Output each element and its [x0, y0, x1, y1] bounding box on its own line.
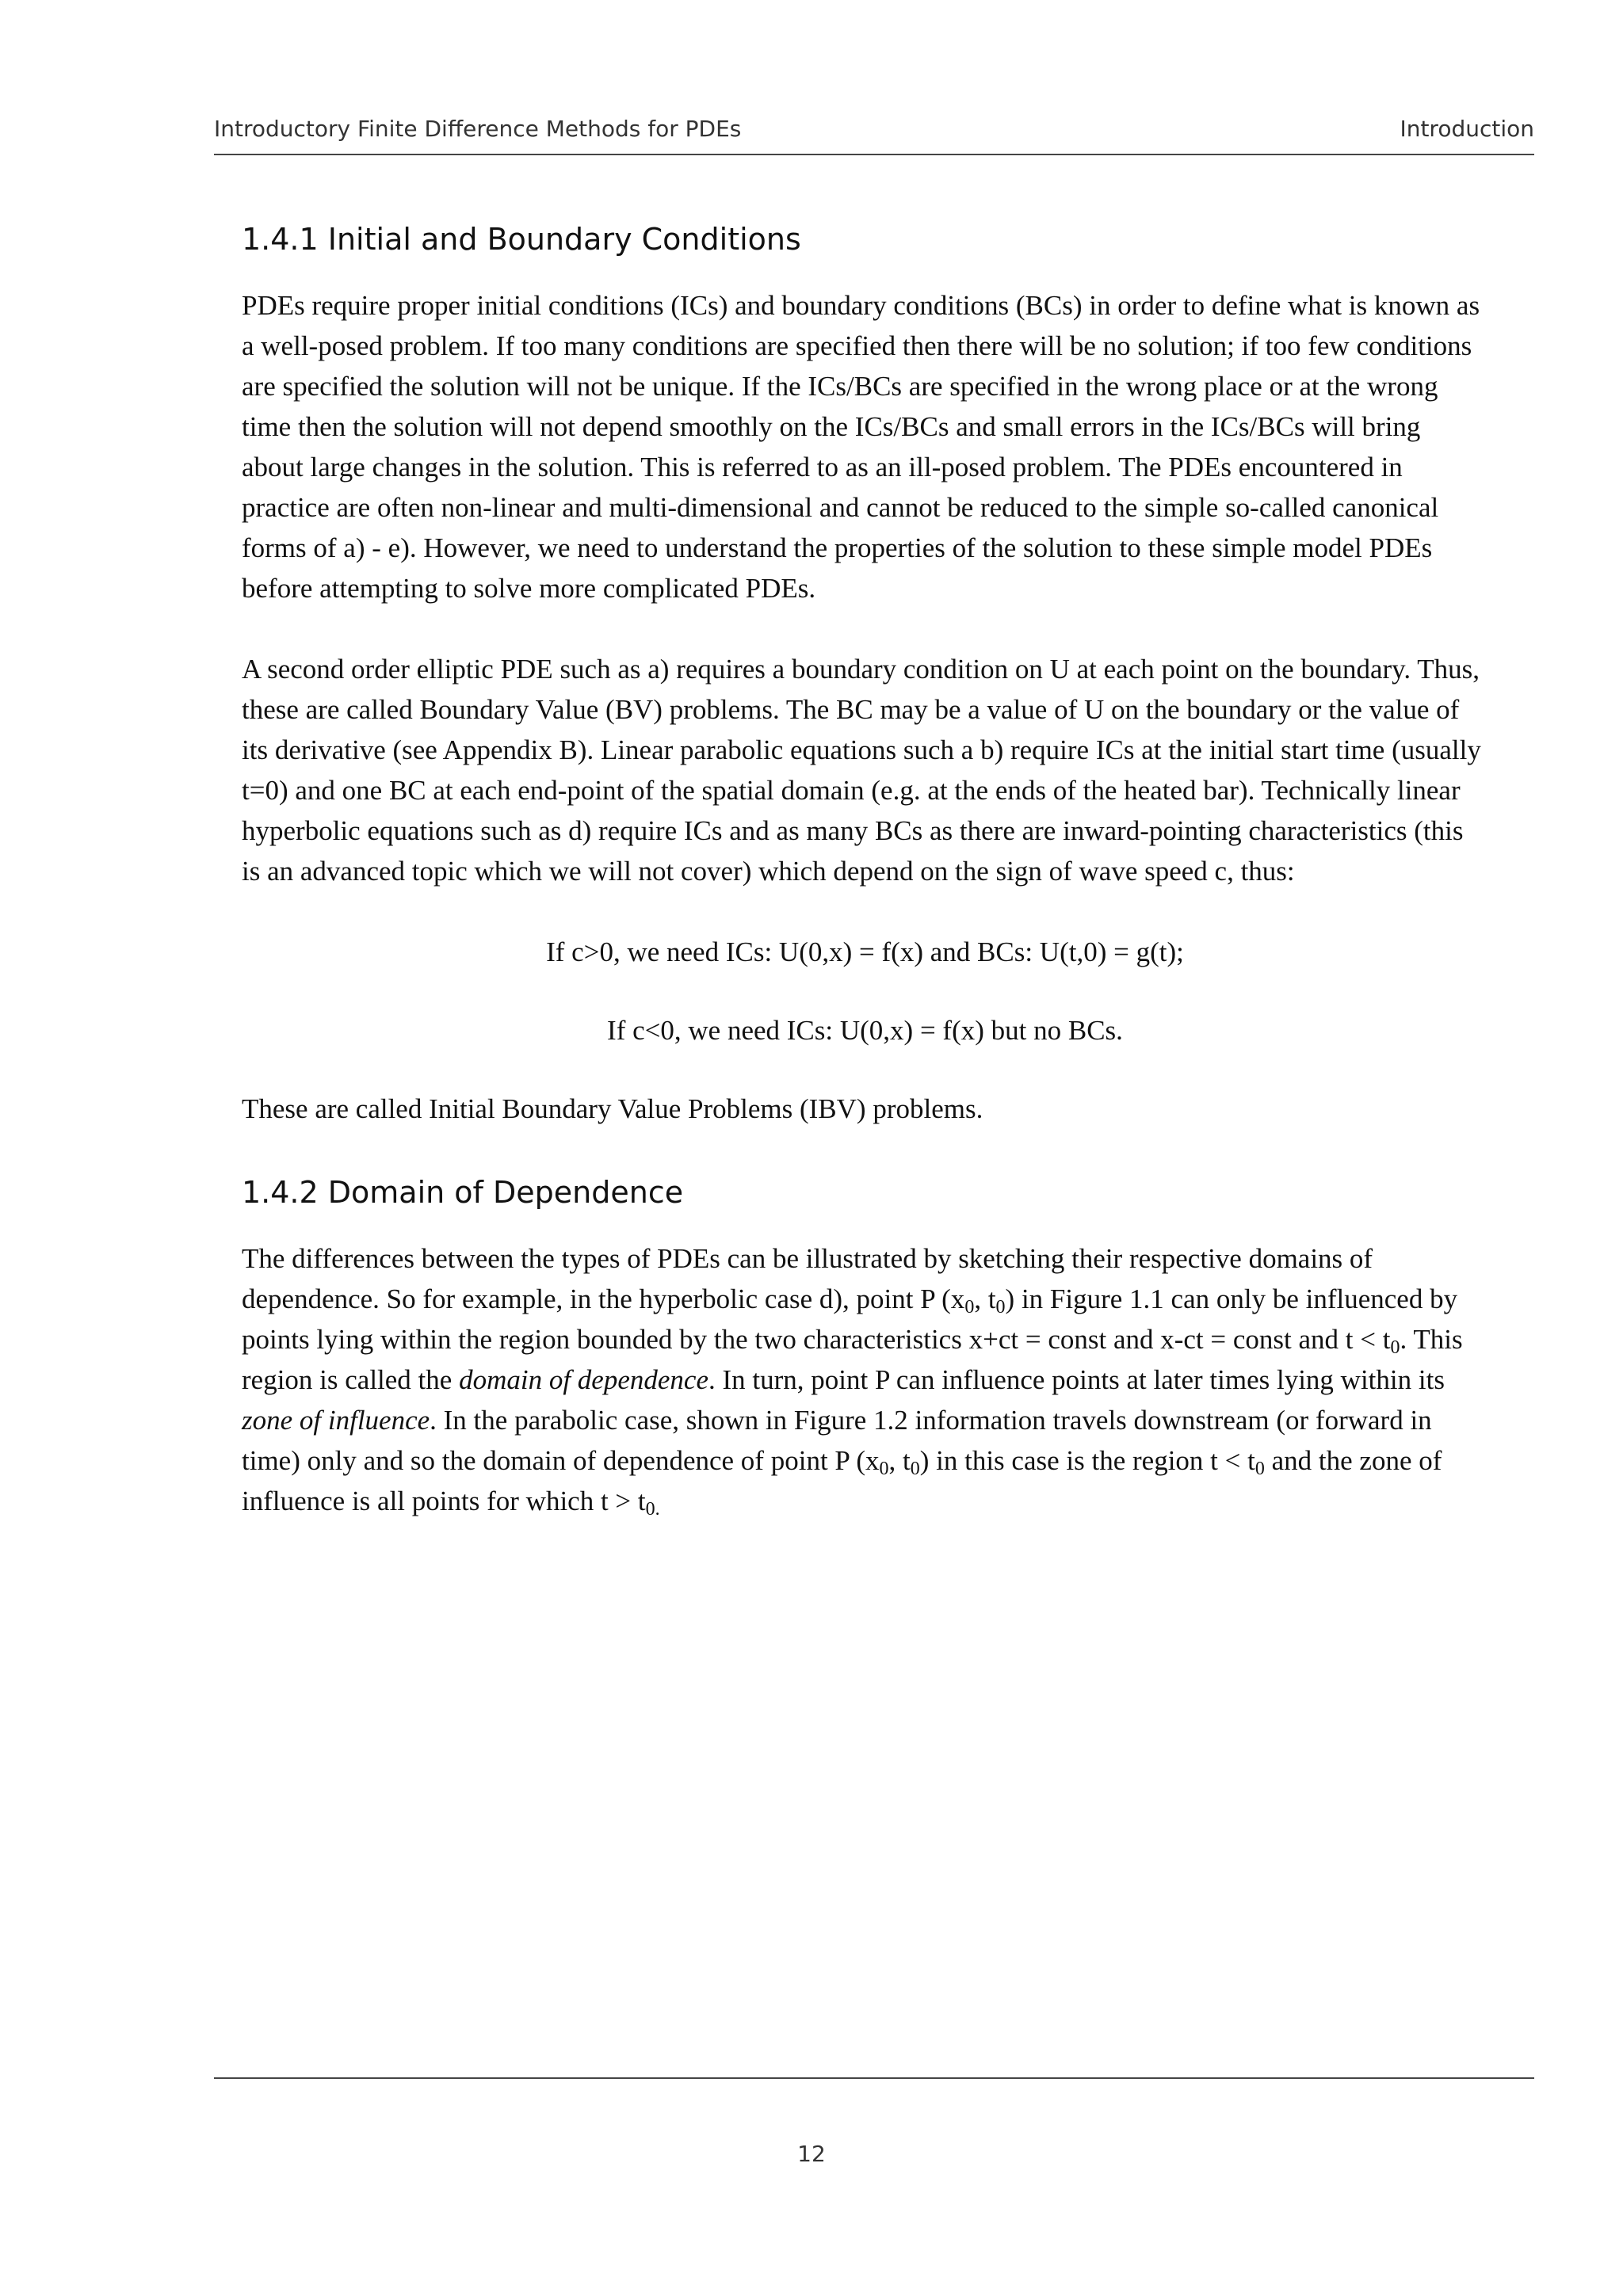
paragraph-ibv-problems: These are called Initial Boundary Value Problems (IBV) problems. [242, 1093, 983, 1124]
term-domain-of-dependence: domain of dependence [459, 1364, 708, 1395]
section-heading-initial-boundary-conditions: 1.4.1 Initial and Boundary Conditions [242, 222, 801, 257]
page-number: 12 [797, 2141, 826, 2167]
term-zone-of-influence: zone of influence [242, 1405, 430, 1436]
header-book-title: Introductory Finite Difference Methods for PDEs [214, 116, 742, 142]
footer-divider [214, 2077, 1534, 2079]
paragraph-well-posed: PDEs require proper initial conditions (ICs) and boundary conditions (BCs) in order to define what is known as a well-posed problem. If too many conditions are specified then there will be no solution; if too few conditions are specified the solution will not be unique. If the ICs/BCs are specified in the wrong place or at the wrong time then the solution will not depend smoothly on the ICs/BCs and small errors in the ICs/BCs will bring about large changes in the solution. This is referred to as an ill-posed problem. The PDEs encountered in practice are often non-linear and multi-dimensional and cannot be reduced to the simple so-called canonical forms of a) - e). However, we need to understand the properties of the solution to these simple model PDEs before attempting to solve more complicated PDEs. [242, 290, 1480, 604]
header-chapter-title: Introduction [1400, 116, 1534, 142]
paragraph-domain-of-dependence: The differences between the types of PDEs can be illustrated by sketching their respective domains of dependence. So for example, in the hyperbolic case d), point P ($x_0$, $t_0$) in Figure 1.1 can only be influenced by points lying within the region bounded by the two characteristics x+ct = const and x-ct = const and $t < t_0$. This region is called the domain of dependence. In turn, point P can influence points at later times lying within its zone of influence. In the parabolic case, shown in Figure 1.2 information travels downstream (or forward in time) only and so the domain of dependence of point P ($x_0$, $t_0$) in this case is the region $t < t_0$ and the zone of influence is all points for which $t > t_{0.}$ [242, 1243, 1463, 1520]
equation-c-negative: If c<0, we need ICs: U(0,x) = f(x) but no BCs. [607, 1015, 1123, 1046]
section-heading-domain-of-dependence: 1.4.2 Domain of Dependence [242, 1175, 684, 1210]
page-body [242, 222, 1488, 1562]
equation-c-positive: If c>0, we need ICs: U(0,x) = f(x) and BCs: U(t,0) = g(t); [546, 936, 1184, 967]
running-header [214, 111, 1534, 155]
paragraph-elliptic-parabolic-hyperbolic: A second order elliptic PDE such as a) requires a boundary condition on U at each point on the boundary. Thus, these are called Boundary Value (BV) problems. The BC may be a value of U on the boundary or the value of its derivative (see Appendix B). Linear parabolic equations such a b) require ICs at the initial start time (usually t=0) and one BC at each end-point of the spatial domain (e.g. at the ends of the heated bar). Technically linear hyperbolic equations such as d) require ICs and as many BCs as there are inward-pointing characteristics (this is an advanced topic which we will not cover) which depend on the sign of wave speed c, thus: [242, 654, 1481, 887]
